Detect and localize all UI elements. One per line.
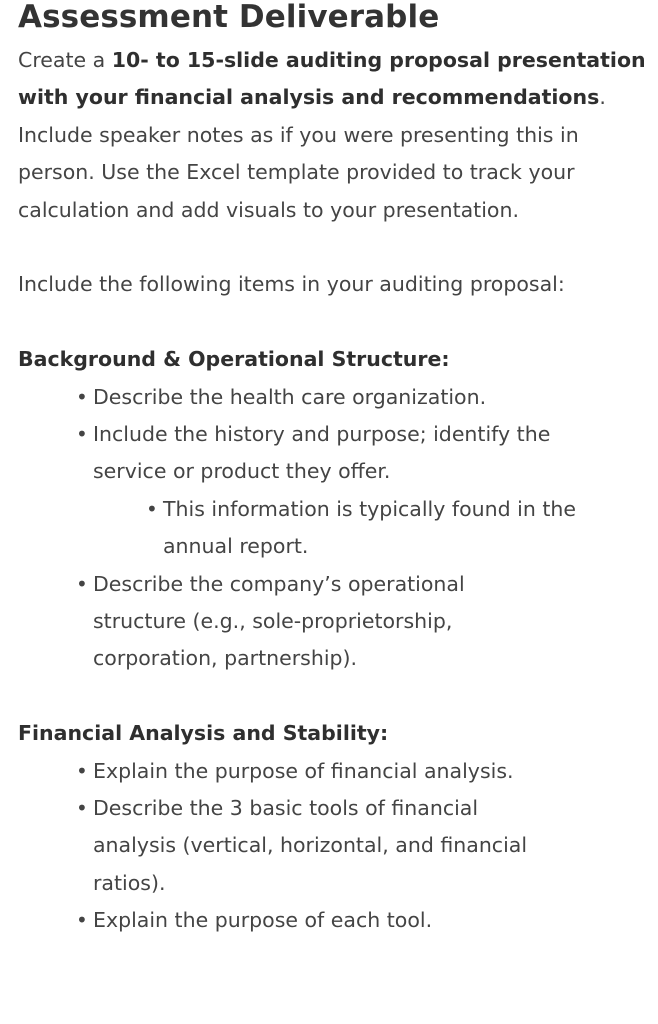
- spacer: [18, 678, 650, 715]
- list-item: [18, 416, 553, 491]
- intro-bold-deliverable: 10- to 15-slide auditing proposal presentation with your financial analysis and recommendations: [18, 48, 646, 110]
- spacer: [18, 304, 650, 341]
- bullet-list: [18, 753, 650, 940]
- intro-prefix: Create a: [18, 48, 112, 72]
- bullet-list: [18, 379, 650, 678]
- bullet-icon: •: [76, 422, 88, 447]
- list-item: [18, 790, 553, 902]
- bullet-icon: •: [146, 496, 158, 521]
- list-item: [18, 566, 553, 678]
- list-item: [18, 379, 553, 416]
- bullet-icon: •: [76, 796, 88, 821]
- document-page: [18, 0, 650, 940]
- list-item: [18, 902, 553, 939]
- list-item-text: Include the history and purpose; identify the service or product they offer.: [93, 422, 551, 484]
- intro-suffix: . Include speaker notes as if you were presenting this in person. Use the Excel template provided to track your calculation and add visuals to your presentation.: [18, 85, 606, 222]
- section-background: [18, 341, 650, 678]
- list-item-text: This information is typically found in the annual report.: [163, 496, 577, 559]
- include-line: Include the following items in your auditing proposal:: [18, 272, 565, 297]
- list-item-text: Describe the health care organization.: [93, 384, 487, 409]
- bullet-icon: •: [76, 571, 88, 596]
- list-item-text: Describe the 3 basic tools of financial analysis (vertical, horizontal, and financial ratios).: [93, 796, 528, 895]
- page-title: Assessment Deliverable: [18, 0, 440, 35]
- list-item-text: Explain the purpose of each tool.: [93, 908, 433, 933]
- list-item-text: Describe the company’s operational structure (e.g., sole-proprietorship, corporation, partnership).: [93, 571, 465, 671]
- spacer: [18, 229, 650, 266]
- intro-paragraph: [18, 42, 650, 229]
- list-item-text: Explain the purpose of financial analysis.: [93, 758, 514, 783]
- bullet-icon: •: [76, 908, 88, 933]
- list-item: [18, 753, 553, 790]
- section-heading: Financial Analysis and Stability:: [18, 721, 389, 746]
- bullet-icon: •: [76, 758, 88, 783]
- list-item-nested: [18, 491, 583, 566]
- section-financial-analysis: [18, 715, 650, 939]
- bullet-icon: •: [76, 384, 88, 409]
- section-heading: Background & Operational Structure:: [18, 347, 450, 372]
